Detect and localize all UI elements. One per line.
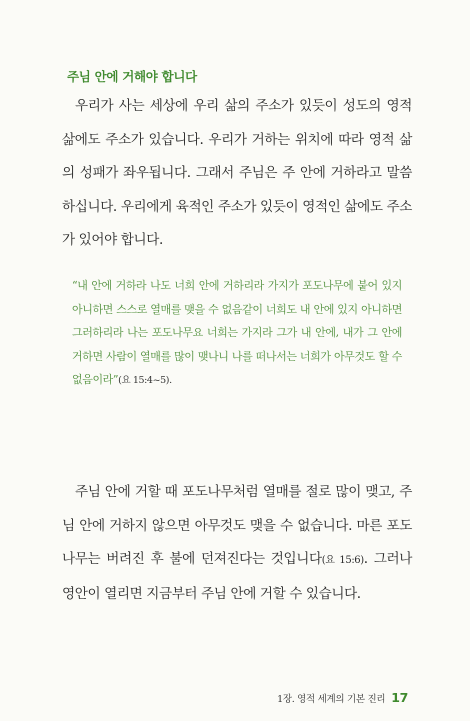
quote-reference: (요 15:4~5). [118, 375, 172, 387]
body-paragraph-2 [62, 476, 412, 611]
quote-text: “내 안에 거하라 나도 너희 안에 거하리라 가지가 포도나무에 붙어 있지 아니하면 스스로 열매를 맺을 수 없음같이 너희도 내 안에 있지 아니하면 그러하리라 나는 포도나무요 너희는 가지라 그가 내 안에, 내가 그 안에 거하면 사람이 열매를 많이 맺나니 나를 떠나서는 너희가 아무것도 할 수 없음이라” [72, 279, 402, 387]
paragraph-2-text: 주님 안에 거할 때 포도나무처럼 열매를 절로 많이 맺고, 주님 안에 거하지 않으면 아무것도 맺을 수 없습니다. 마른 포도나무는 버려진 후 불에 던져진다는 것입니다 [62, 484, 412, 568]
section-heading: 주님 안에 거해야 합니다 [67, 69, 197, 84]
scripture-quote [72, 274, 402, 393]
body-paragraph-1: 우리가 사는 세상에 우리 삶의 주소가 있듯이 성도의 영적 삶에도 주소가 있습니다. 우리가 거하는 위치에 따라 영적 삶의 성패가 좌우됩니다. 그래서 주님은 주 안에 거하라고 말씀하십니다. 우리에게 육적인 주소가 있듯이 영적인 삶에도 주소가 있어야 합니다. [62, 98, 412, 249]
paragraph-2-text-after: . 그러나 영안이 열리면 지금부터 주님 안에 거할 수 있습니다. [62, 551, 412, 602]
chapter-title: 1장. 영적 세계의 기본 진리 [277, 694, 386, 705]
page-footer [277, 690, 408, 705]
page-number: 17 [391, 690, 408, 705]
paragraph-2-reference: (요 15:6) [321, 555, 364, 567]
